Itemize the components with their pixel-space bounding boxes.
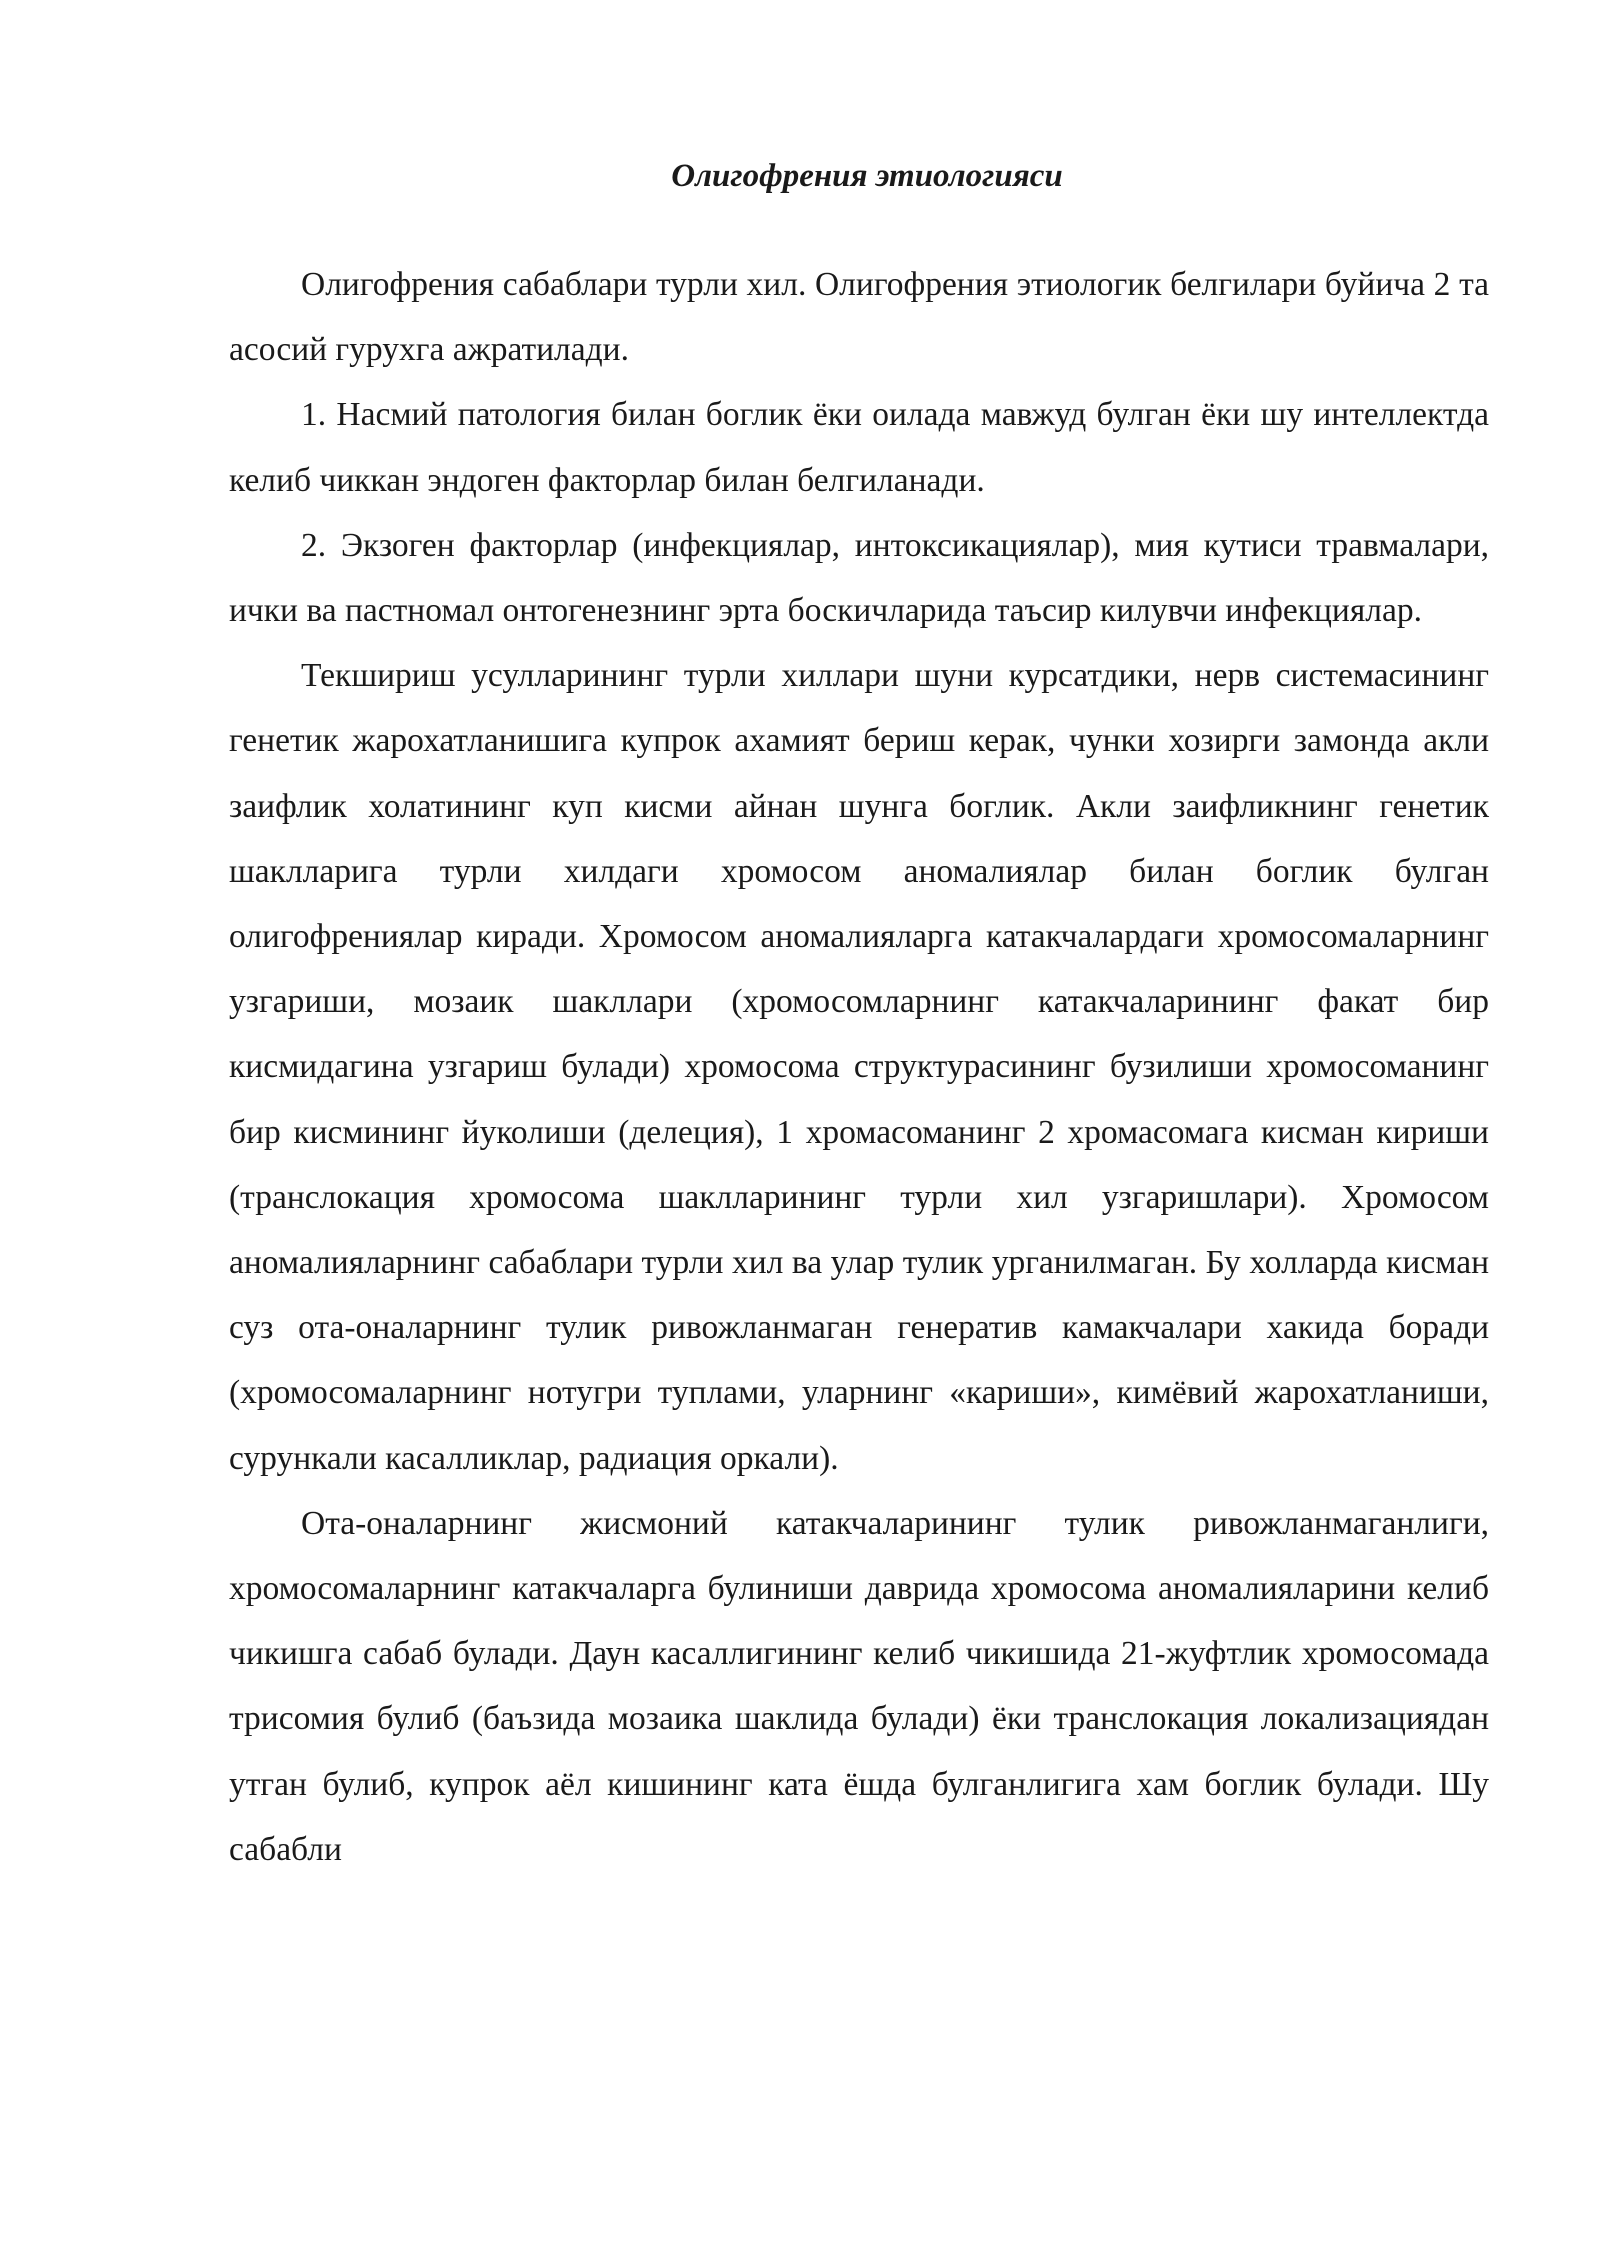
paragraph-genetic-forms: Текшириш усулларининг турли хиллари шуни курсатдики, нерв системасининг генетик жарохатланишига купрок ахамият бериш керак, чунки хозирги замонда акли заифлик холатининг куп кисми айнан шунга боглик. Акли заифликнинг генетик шаклларига турли хилдаги хромосом аномалиялар билан боглик булган олигофрениялар киради. Хромосом аномалияларга катакчалардаги хромосомаларнинг узгариши, мозаик шакллари (хромосомларнинг катакчаларининг факат бир кисмидагина узгариш булади) хромосома структурасининг бузилиши хромосоманинг бир кисмининг йуколиши (делеция), 1 хромасоманинг 2 хромасомага кисман кириши (транслокация хромосома шаклларининг турли хил узгаришлари). Хромосом аномалияларнинг сабаблари турли хил ва улар тулик урганилмаган. Бу холларда кисман суз ота-оналарнинг тулик ривожланмаган генератив камакчалари хакида боради (хромосомаларнинг нотугри туплами, уларнинг «кариши», кимёвий жарохатланиши, сурункали касалликлар, радиация оркали). (229, 657, 1489, 1477)
paragraph-item-1: 1. Насмий патология билан боглик ёки оилада мавжуд булган ёки шу интеллектда келиб чиккан эндоген факторлар билан белгиланади. (229, 396, 1489, 499)
paragraph-item-2: 2. Экзоген факторлар (инфекциялар, интоксикациялар), мия кутиси травмалари, ички ва пастномал онтогенезнинг эрта боскичларида таъсир килувчи инфекциялар. (229, 526, 1489, 630)
document-page (229, 150, 1489, 1882)
document-title: Олигофрения этиологияси (671, 158, 1063, 194)
paragraph-intro: Олигофрения сабаблари турли хил. Олигофрения этиологик белгилари буйича 2 та асосий гурухга ажратилади. (229, 266, 1489, 369)
paragraph-parents-cells: Ота-оналарнинг жисмоний катакчаларининг тулик ривожланмаганлиги, хромосомаларнинг катакчаларга булиниши даврида хромосома аномалияларини келиб чикишга сабаб булади. Даун касаллигининг келиб чикишида 21-жуфтлик хромосомада трисомия булиб (баъзида мозаика шаклида булади) ёки транслокация локализациядан утган булиб, купрок аёл кишининг ката ёшда булганлигига хам боглик булади. Шу сабабли (229, 1504, 1489, 1868)
